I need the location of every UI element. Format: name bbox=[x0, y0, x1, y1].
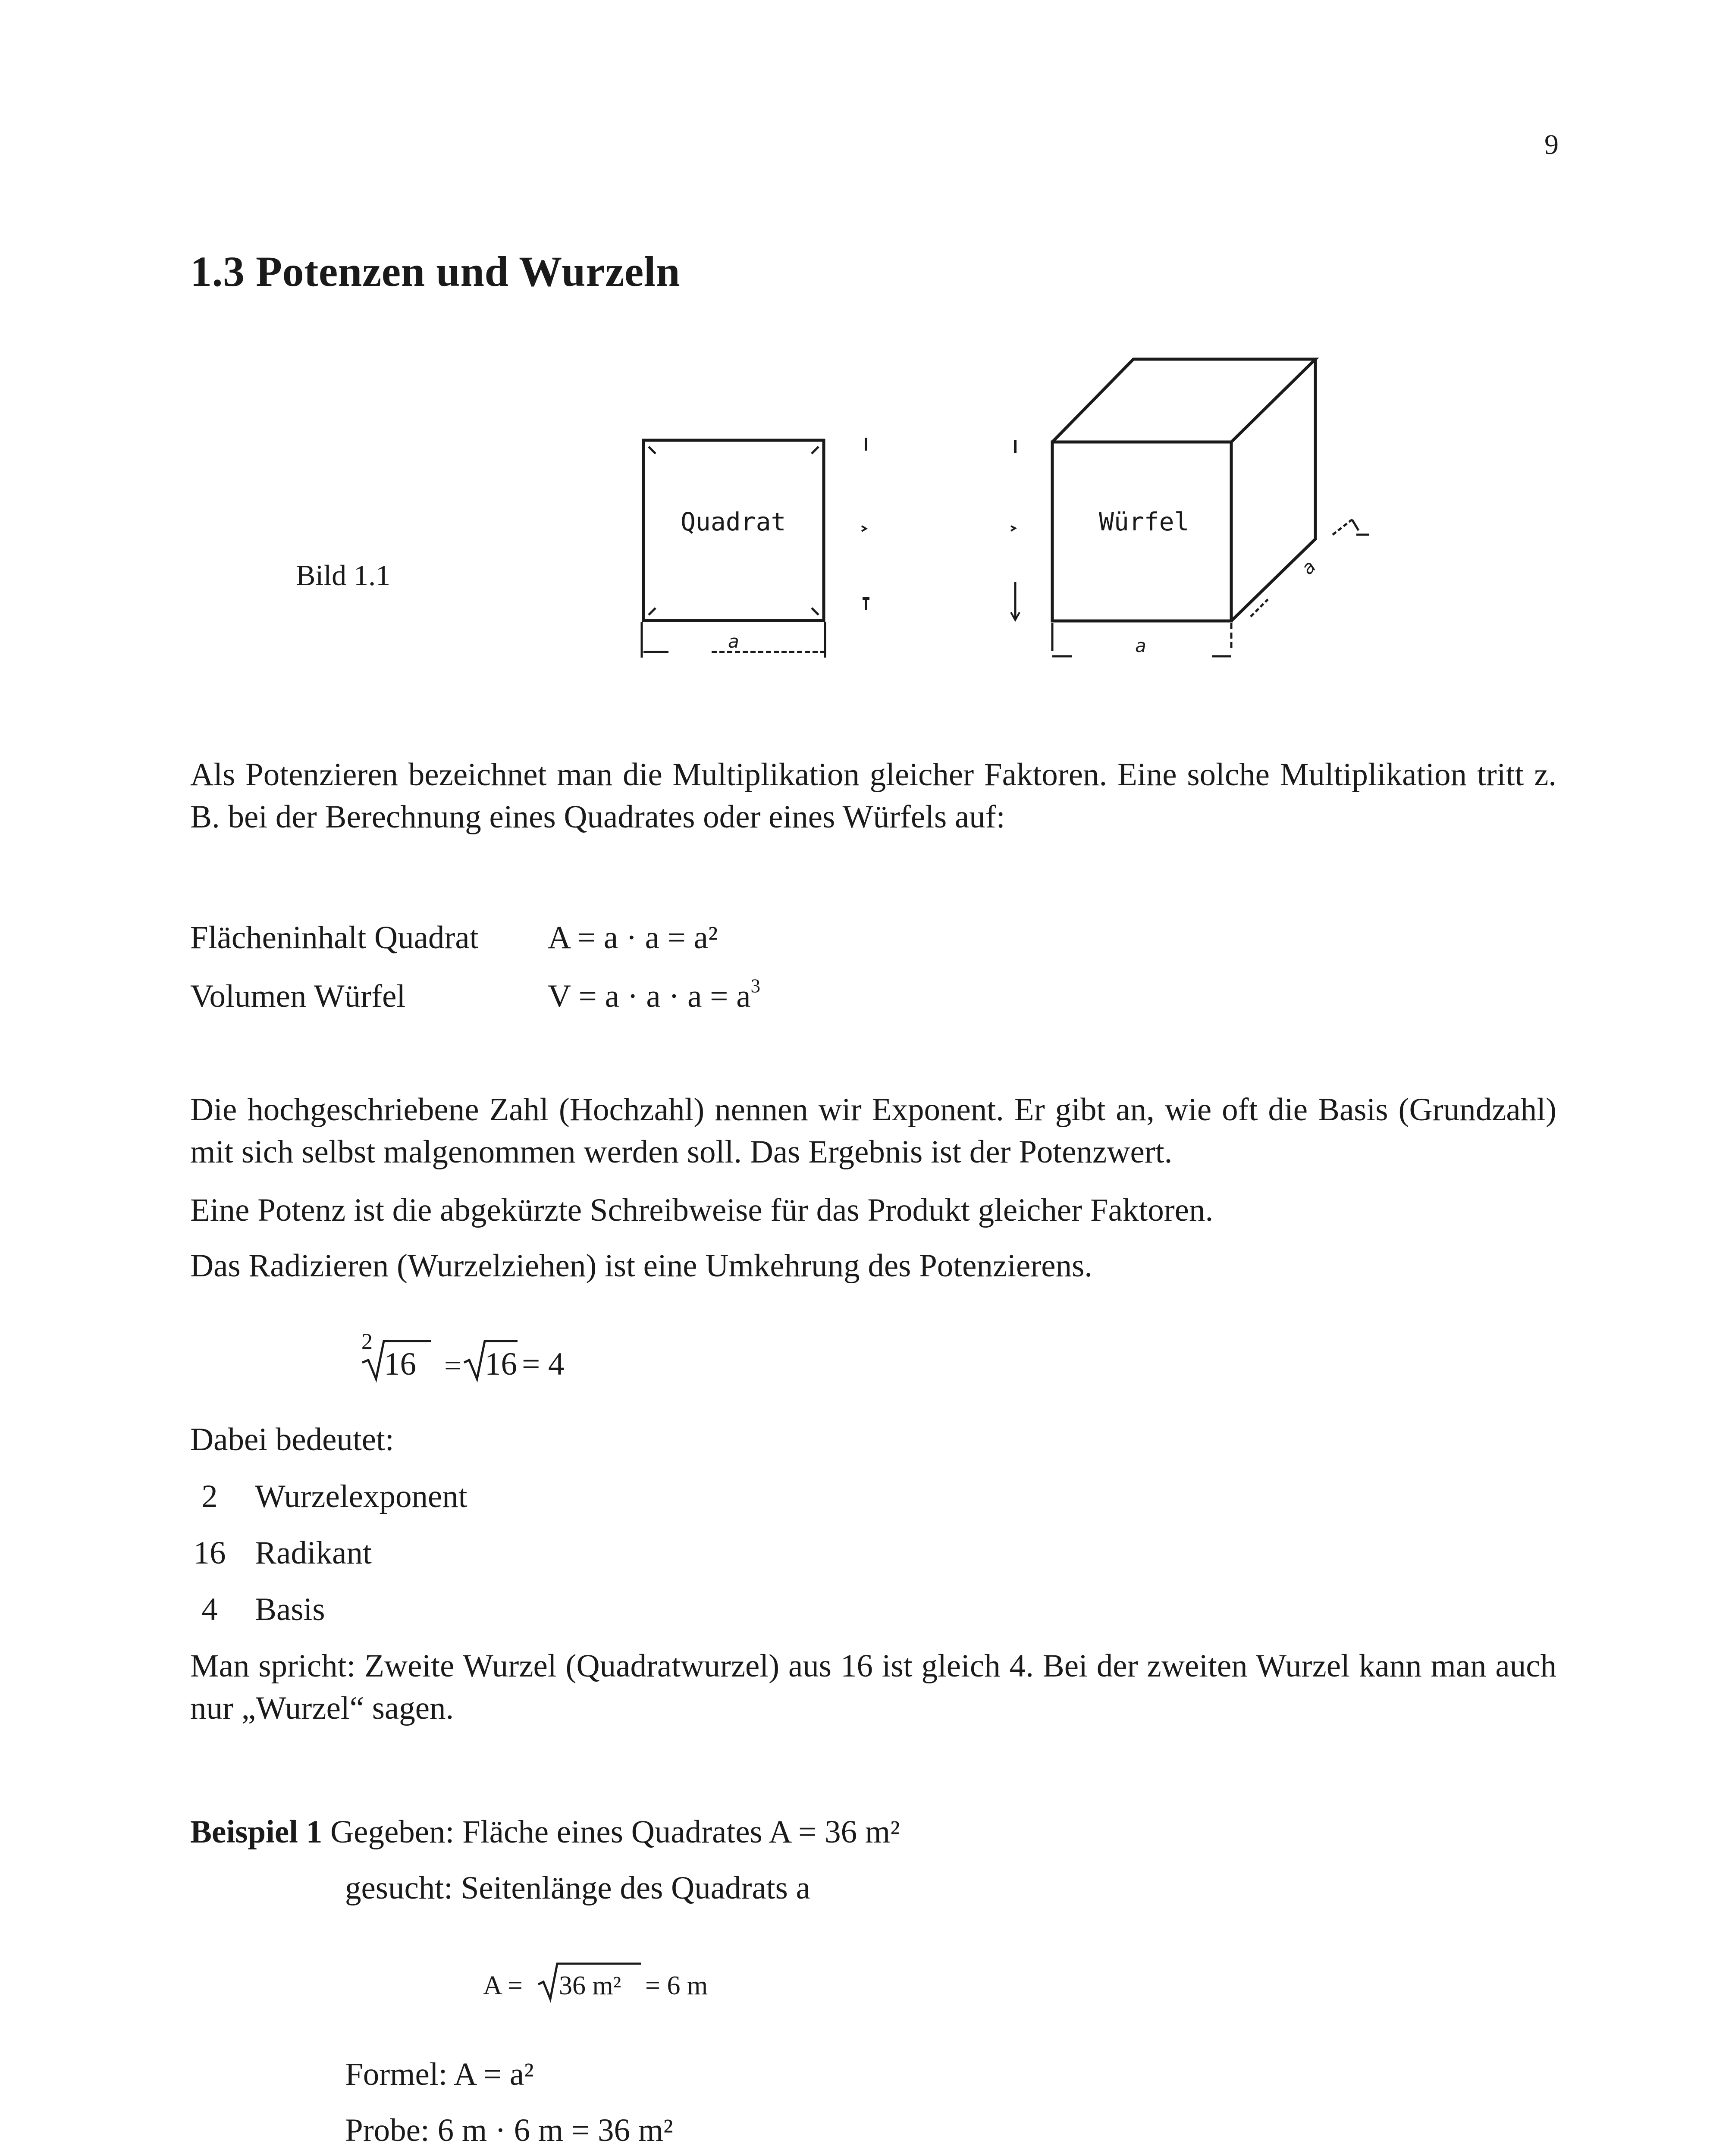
meaning-item-number: 4 bbox=[201, 1592, 218, 1627]
example1-calculation bbox=[483, 1958, 742, 2005]
volume-label: Volumen Würfel bbox=[190, 978, 406, 1014]
page-number: 9 bbox=[1544, 129, 1559, 160]
cube-label: Würfel bbox=[1099, 507, 1189, 536]
explanation-paragraph-3: Das Radizieren (Wurzelziehen) ist eine Umkehrung des Potenzierens. bbox=[190, 1248, 1093, 1284]
cube-width-label: a bbox=[1135, 635, 1146, 656]
area-label: Flächeninhalt Quadrat bbox=[190, 920, 479, 956]
explanation-paragraph-2: Eine Potenz ist die abgekürzte Schreibweise für das Produkt gleicher Faktoren. bbox=[190, 1192, 1214, 1228]
intro-paragraph: Als Potenzieren bezeichnet man die Multiplikation gleicher Faktoren. Eine solche Multiplikation tritt z. B. bei der Berechnung eines Quadrates oder eines Würfels auf: bbox=[190, 757, 1556, 835]
root-index: 2 bbox=[361, 1329, 373, 1354]
cube-depth-label: a bbox=[1297, 556, 1320, 579]
root-radicand-1: 16 bbox=[384, 1346, 416, 1382]
meaning-item-text: Radikant bbox=[255, 1535, 372, 1571]
meaning-item bbox=[190, 1589, 837, 1631]
meaning-item bbox=[190, 1532, 837, 1574]
example1-given-row bbox=[190, 1811, 900, 1853]
volume-exponent: 3 bbox=[750, 975, 761, 997]
root-equals-1: = bbox=[444, 1349, 461, 1382]
example1-check: Probe: 6 m · 6 m = 36 m² bbox=[345, 2112, 673, 2148]
meaning-item-text: Basis bbox=[255, 1592, 325, 1627]
figure-caption: Bild 1.1 bbox=[296, 559, 391, 592]
figure-square-cube bbox=[604, 341, 1380, 681]
explanation-paragraph-1: Die hochgeschriebene Zahl (Hochzahl) nennen wir Exponent. Er gibt an, wie oft die Basis (Grundzahl) mit sich selbst malgenommen werden soll. Das Ergebnis ist der Potenzwert. bbox=[190, 1092, 1556, 1170]
root-radicand-2: 16 bbox=[485, 1346, 517, 1382]
meaning-item bbox=[190, 1476, 837, 1518]
root-result: = 4 bbox=[522, 1346, 565, 1382]
meaning-item-number: 2 bbox=[201, 1479, 218, 1514]
example1-calc-lhs: A = bbox=[483, 1971, 523, 2000]
volume-formula-text: V = a · a · a = a bbox=[548, 978, 751, 1014]
meaning-item-number: 16 bbox=[193, 1535, 226, 1571]
volume-formula bbox=[548, 975, 760, 1018]
square-diagram bbox=[642, 438, 869, 658]
area-formula: A = a · a = a² bbox=[548, 920, 718, 956]
example1-formula: Formel: A = a² bbox=[345, 2056, 534, 2092]
formula-area-row bbox=[190, 917, 718, 959]
meaning-item-text: Wurzelexponent bbox=[255, 1479, 468, 1514]
section-title: 1.3 Potenzen und Wurzeln bbox=[190, 248, 681, 295]
meaning-closing: Man spricht: Zweite Wurzel (Quadratwurzel) aus 16 ist gleich 4. Bei der zweiten Wurzel kann man auch nur „Wurzel“ sagen. bbox=[190, 1648, 1556, 1726]
root-example-formula bbox=[354, 1328, 612, 1388]
example1-calc-rhs: = 6 m bbox=[645, 1971, 708, 2000]
square-label: Quadrat bbox=[681, 507, 786, 536]
square-dim-label: a bbox=[728, 631, 739, 652]
example1-calc-radicand: 36 m² bbox=[559, 1971, 621, 2000]
example1-heading: Beispiel 1 bbox=[190, 1814, 323, 1850]
meaning-intro: Dabei bedeutet: bbox=[190, 1422, 394, 1457]
example1-given: Gegeben: Fläche eines Quadrates A = 36 m² bbox=[330, 1814, 900, 1850]
example1-sought: gesucht: Seitenlänge des Quadrats a bbox=[345, 1870, 810, 1906]
cube-diagram bbox=[1011, 359, 1369, 656]
